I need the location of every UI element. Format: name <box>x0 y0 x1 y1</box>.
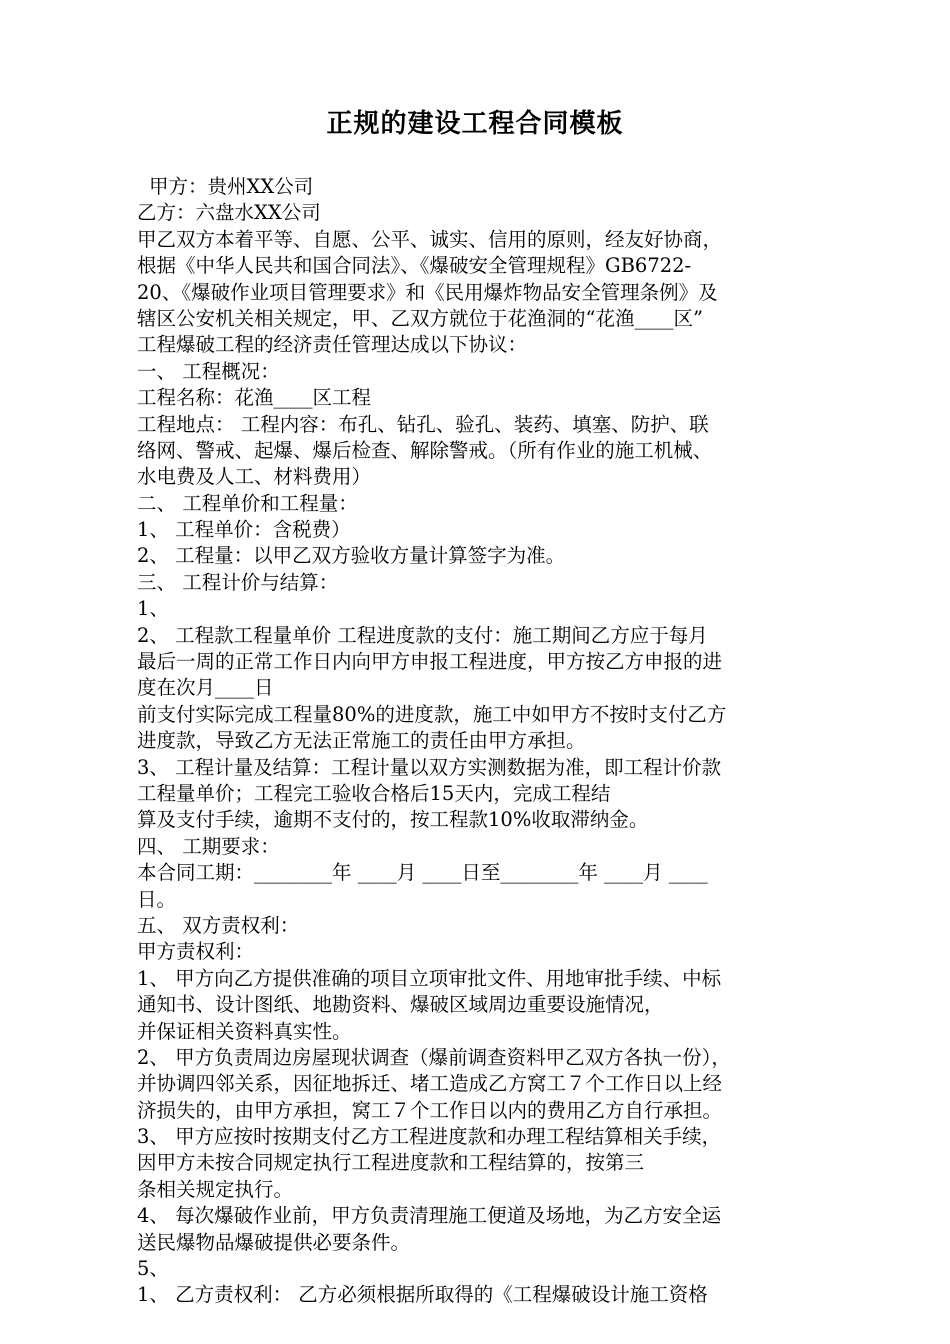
party-a-item-2-line-1: 2、 甲方负责周边房屋现状调查（爆前调查资料甲乙双方各执一份）， <box>137 1045 731 1069</box>
pricing-item-2-line-2: 最后一周的正常工作日内向甲方申报工程进度，甲方按乙方申报的进 <box>137 650 723 674</box>
pricing-item-3-line-2: 工程量单价；工程完工验收合格后15天内，完成工程结 <box>137 781 611 805</box>
pricing-item-2-line-3: 度在次月____日 <box>137 676 274 700</box>
project-name-line: 工程名称：花渔____区工程 <box>137 386 372 410</box>
party-a-item-1-line-3: 并保证相关资料真实性。 <box>137 1019 352 1043</box>
project-content-line-2: 络网、警戒、起爆、爆后检查、解除警戒。（所有作业的施工机械、 <box>137 438 713 462</box>
party-a-item-4-line-2: 送民爆物品爆破提供必要条件。 <box>137 1230 411 1254</box>
schedule-line-2: 日。 <box>137 887 177 911</box>
document-title: 正规的建设工程合同模板 <box>326 109 624 139</box>
preamble-line-4: 辖区公安机关相关规定，甲、乙双方就位于花渔洞的“花渔____区” <box>137 306 703 330</box>
pricing-item-1: 1、 <box>137 597 169 621</box>
party-a-rights-heading: 甲方责权利： <box>137 940 255 964</box>
section-heading-5: 五、 双方责权利： <box>137 913 300 937</box>
pricing-item-2-line-4: 前支付实际完成工程量80%的进度款，施工中如甲方不按时支付乙方 <box>137 702 727 726</box>
preamble-line-1: 甲乙双方本着平等、自愿、公平、诚实、信用的原则，经友好协商， <box>137 227 723 251</box>
party-a-item-3-line-1: 3、 甲方应按时按期支付乙方工程进度款和办理工程结算相关手续， <box>137 1125 722 1149</box>
preamble-line-5: 工程爆破工程的经济责任管理达成以下协议： <box>137 333 528 357</box>
section-heading-4: 四、 工期要求： <box>137 834 280 858</box>
preamble-line-2: 根据《中华人民共和国合同法》、《爆破安全管理规程》GB6722- <box>137 254 692 278</box>
party-a-line: 甲方：贵州XX公司 <box>149 175 314 198</box>
document-body <box>137 174 827 1309</box>
pricing-item-2-line-5: 进度款，导致乙方无法正常施工的责任由甲方承担。 <box>137 729 586 753</box>
party-a-item-2-line-3: 济损失的，由甲方承担，窝工７个工作日以内的费用乙方自行承担。 <box>137 1098 723 1122</box>
pricing-item-3-line-3: 算及支付手续，逾期不支付的，按工程款10%收取滞纳金。 <box>137 808 649 832</box>
preamble-line-3: 20、《爆破作业项目管理要求》和《民用爆炸物品安全管理条例》及 <box>137 280 718 304</box>
schedule-line-1: 本合同工期：________年 ____月 ____日至________年 ____月 ____ <box>137 861 708 885</box>
pricing-item-2-line-1: 2、 工程款工程量单价 工程进度款的支付：施工期间乙方应于每月 <box>137 623 708 647</box>
project-location-line: 工程地点： 工程内容：布孔、钻孔、验孔、装药、填塞、防护、联 <box>137 412 709 436</box>
party-a-item-3-line-2: 因甲方未按合同规定执行工程进度款和工程结算的，按第三 <box>137 1151 645 1175</box>
party-b-rights-line: 1、 乙方责权利： 乙方必须根据所取得的《工程爆破设计施工资格 <box>137 1283 708 1307</box>
pricing-item-3-line-1: 3、 工程计量及结算：工程计量以双方实测数据为准，即工程计价款 <box>137 755 722 779</box>
section-heading-3: 三、 工程计价与结算： <box>137 570 339 594</box>
section-heading-2: 二、 工程单价和工程量： <box>137 491 358 515</box>
party-a-item-1-line-1: 1、 甲方向乙方提供准确的项目立项审批文件、用地审批手续、中标 <box>137 966 722 990</box>
section-heading-1: 一、 工程概况： <box>137 359 280 383</box>
party-b-line: 乙方：六盘水XX公司 <box>137 201 321 225</box>
party-a-item-2-line-2: 并协调四邻关系，因征地拆迁、堵工造成乙方窝工７个工作日以上经 <box>137 1072 723 1096</box>
project-content-line-3: 水电费及人工、材料费用） <box>137 465 372 489</box>
party-a-item-5: 5、 <box>137 1257 169 1281</box>
quantity-line: 2、 工程量：以甲乙双方验收方量计算签字为准。 <box>137 544 566 568</box>
party-a-item-4-line-1: 4、 每次爆破作业前，甲方负责清理施工便道及场地，为乙方安全运 <box>137 1204 722 1228</box>
unit-price-line: 1、 工程单价：含税费） <box>137 518 351 542</box>
party-a-item-3-line-3: 条相关规定执行。 <box>137 1177 294 1201</box>
party-a-item-1-line-2: 通知书、设计图纸、地勘资料、爆破区域周边重要设施情况， <box>137 993 664 1017</box>
